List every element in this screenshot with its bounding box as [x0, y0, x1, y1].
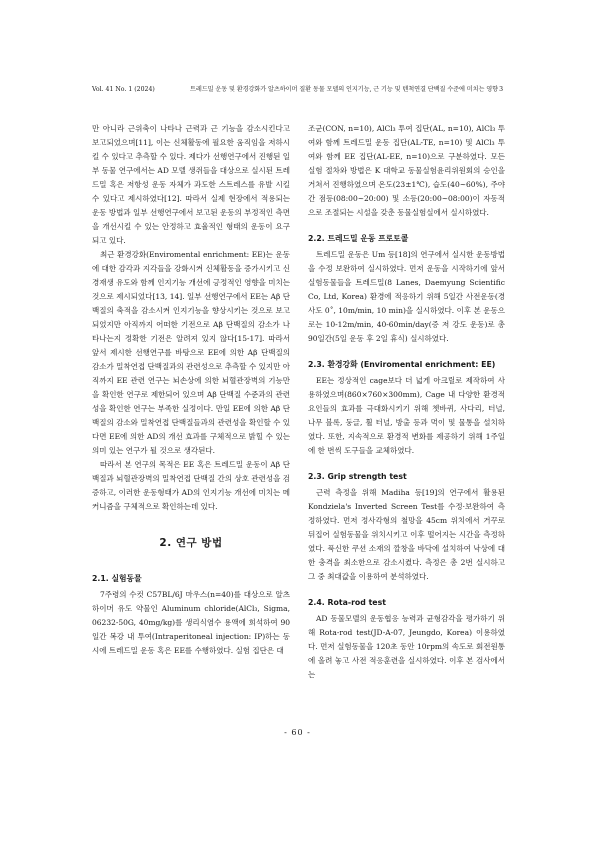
section-heading: 2. 연구 방법 [159, 537, 223, 549]
subsection-heading: 2.2. 트레드밀 운동 프로토콜 [308, 234, 409, 243]
paragraph: 따라서 본 연구의 목적은 EE 혹은 트레드밀 운동이 Aβ 단백질과 뇌혈관장벽의 밀착연접 단백질 간의 상호 관련성을 검증하고, 이러한 운동형태가 AD의 인지기능 개선에 미치는 메커니즘을 구체적으로 확인하는데 있다. [92, 460, 290, 511]
paragraph: 7주령의 수컷 C57BL/6J 마우스(n=40)를 대상으로 알츠하이머 유도 약물인 Aluminum chloride(AlCl₃, Sigma, 06232-50G, 40mg/kg)를 생리식염수 용액에 희석하여 90일간 복강 내 투여(Intraperitoneal injection: IP)하는 동시에 트레드밀 운동 혹은 EE를 수행하였다. 실험 집단은 대 [92, 590, 290, 655]
paragraph: 조군(CON, n=10), AlCl₃ 투여 집단(AL, n=10), AlCl₃ 투여와 함께 트레드밀 운동 집단(AL-TE, n=10) 및 AlCl₃ 투여와 함께 EE 집단(AL-EE, n=10)으로 구분하였다. 모든 실험 절차와 방법은 K 대학교 동물실험윤리위원회의 승인을 거쳐서 진행하였으며 온도(23±1℃), 습도(40~60%), 주야간 점등(08:00~20:00) 및 소등(20:00~08:00)이 자동적으로 조절되는 시설을 갖춘 동물실험실에서 실시하였다. [308, 124, 505, 217]
subsection-heading: 2.3. Grip strength test [308, 472, 407, 481]
paragraph: 최근 환경강화(Enviromental enrichment: EE)는 운동에 대한 감각과 지각들을 강화시켜 신체활동을 증가시키고 신경재생 유도와 함께 인지기능 개선에 긍정적인 영향을 미치는 것으로 제시되었다[13, 14]. 일부 선행연구에서 EE는 Aβ 단백질의 축적을 감소시켜 인지기능을 향상시키는 것으로 보고되었지만 아직까지 어떠한 기전으로 Aβ 단백질의 감소가 나타나는지 정확한 기전은 알려져 있지 않다[15-17]. 따라서 앞서 제시한 선행연구를 바탕으로 EE에 의한 Aβ 단백질의 감소가 밀착연접 단백질과의 관련성으로 추측할 수 있지만 아직까지 EE 관련 연구는 뇌손상에 의한 뇌혈관장벽의 기능만을 확인한 연구로 제한되어 있으며 Aβ 단백질 수준과의 관련성을 확인한 연구는 부족한 실정이다. 만일 EE에 의한 Aβ 단백질의 감소와 밀착연접 단백질들과의 관련성을 확인할 수 있다면 EE에 의한 AD의 개선 효과를 구체적으로 밝힐 수 있는 의미 있는 연구가 될 것으로 생각된다. [92, 250, 290, 455]
running-header [92, 84, 503, 96]
paragraph: 근력 측정을 위해 Madiha 등[19]의 연구에서 활용된 Kondziela's Inverted Screen Test를 수정·보완하여 측정하였다. 먼저 정사각형의 철망을 45cm 위치에서 거꾸로 뒤집어 실험동물을 위치시키고 이후 떨어지는 시간을 측정하였다. 푹신한 쿠션 소재의 깔창을 바닥에 설치하여 낙상에 대한 충격을 최소한으로 감소시켰다. 측정은 총 2번 실시하고 그 중 최대값을 이용하여 분석하였다. [308, 488, 505, 581]
subsection-heading: 2.1. 실험동물 [92, 574, 142, 583]
page-footer-number: - 60 - [284, 728, 311, 737]
running-title: 트레드밀 운동 및 환경강화가 알츠하이머 질환 동물 모델의 인지기능, 근 기능 및 텐척연결 단백질 수준에 미치는 영향 [190, 86, 498, 93]
right-column [308, 122, 505, 682]
paragraph: EE는 정상적인 cage보다 더 넓게 아크릴로 제작하여 사용하였으며(860×760×300mm), Cage 내 다양한 환경적 요인들의 효과를 극대화시키기 위해 쳇바퀴, 사다리, 터널, 나무 블록, 둥글, 휠 터널, 방출 등과 먹이 및 물통을 설치하였다. 또한, 지속적으로 환경적 변화를 제공하기 위해 1주일에 한 번씩 도구들을 교체하였다. [308, 376, 505, 455]
paragraph: AD 동물모델의 운동협응 능력과 균형감각을 평가하기 위해 Rota-rod test(JD-A-07, Jeungdo, Korea) 이용하였다. 먼저 실험동물을 120초 동안 10rpm의 속도로 회전원통에 올려 놓고 사전 적응훈련을 실시하였다. 이후 본 검사에서는 [308, 614, 505, 679]
left-column [92, 122, 290, 658]
subsection-heading: 2.3. 환경강화 (Enviromental enrichment: EE) [308, 360, 496, 369]
paragraph: 만 아니라 근위축이 나타나 근력과 근 기능을 감소시킨다고 보고되었으며[11], 이는 신체활동에 필요한 움직임을 저하시킬 수 있다고 추측할 수 있다. 제다가 선행연구에서 진행된 일부 동물 연구에서는 AD 모델 생쥐들을 대상으로 실시된 트레드밀 혹은 저항성 운동 자체가 과도한 스트레스를 유발 시킬 수 있다고 제시하였다[12]. 따라서 실제 현장에서 적용되는 운동 방법과 일부 선행연구에서 보고된 운동의 부정적인 측면을 개선시킬 수 있는 안정하고 효율적인 형태의 운동이 요구되고 있다. [92, 124, 290, 245]
journal-volume: Vol. 41 No. 1 (2024) [92, 86, 155, 93]
subsection-heading: 2.4. Rota-rod test [308, 598, 386, 607]
paragraph: 트레드밀 운동은 Um 등[18]의 연구에서 실시한 운동방법을 수정 보완하여 실시하였다. 먼저 운동을 시작하기에 앞서 실험동물들을 트레드밀(8 Lanes, Daemyung Scientific Co, Ltd, Korea) 환경에 적응하기 위해 5일간 사전운동(경사도 0˚, 10m/min, 10 min)을 실시하였다. 이후 본 운동으로는 10-12m/min, 40-60min/day(증 저 강도 운동)로 총 90일간(5일 운동 후 2일 휴식) 실시하였다. [308, 250, 505, 343]
header-page-number: 3 [499, 86, 503, 93]
